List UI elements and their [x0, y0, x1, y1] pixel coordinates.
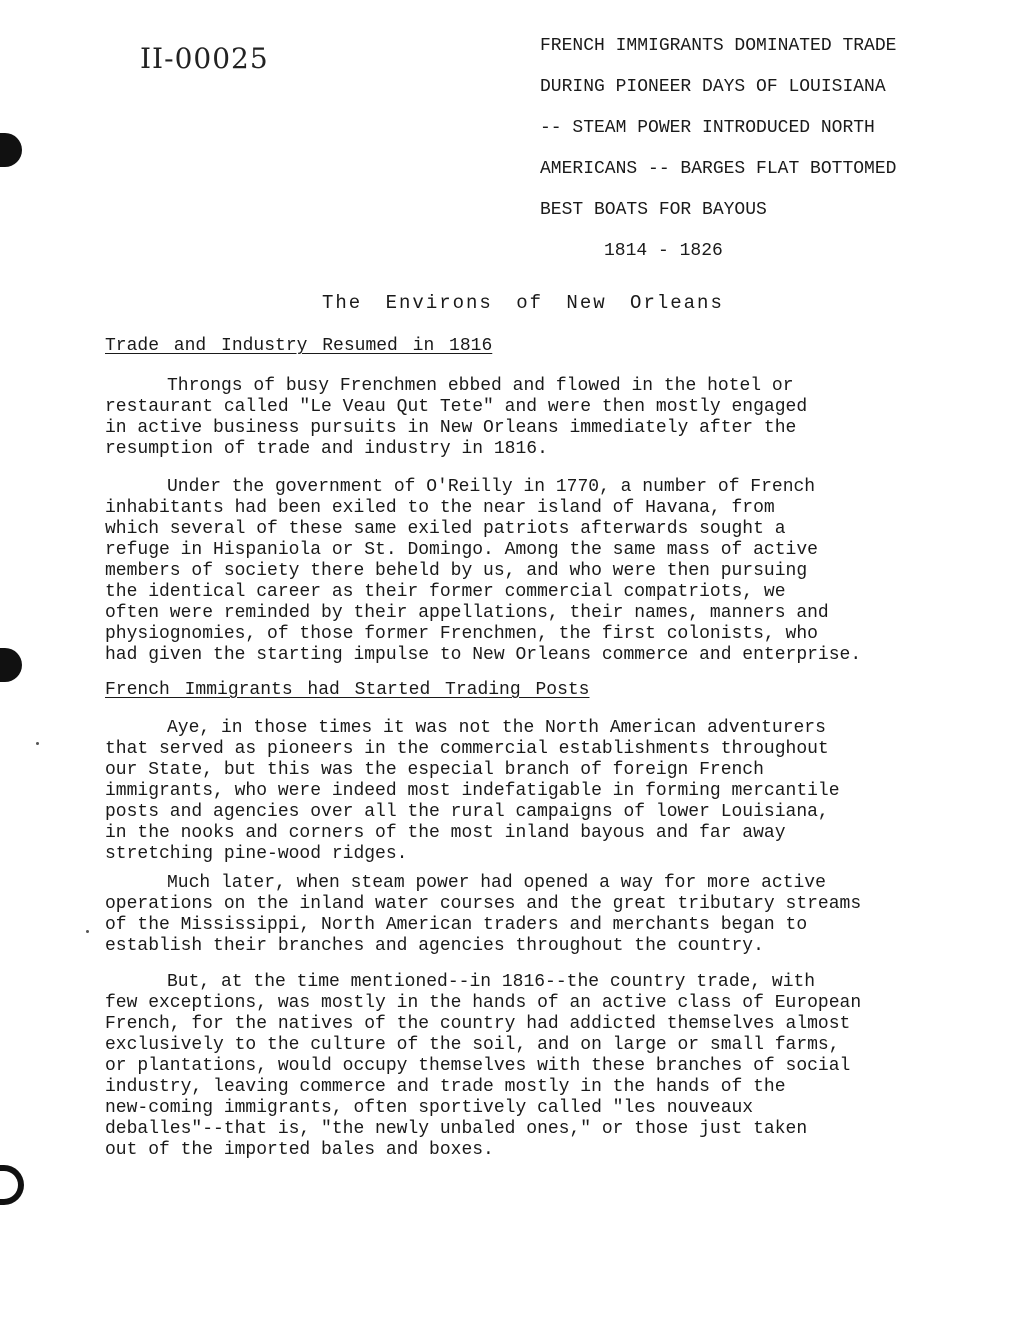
- paragraph-line: Much later, when steam power had opened a way for more active: [167, 873, 826, 893]
- paragraph-line: or plantations, would occupy themselves with these branches of social: [105, 1056, 851, 1076]
- paragraph-line: often were reminded by their appellations, their names, manners and: [105, 603, 829, 623]
- paragraph-line: new-coming immigrants, often sportively called "les nouveaux: [105, 1098, 754, 1118]
- paragraph-line: But, at the time mentioned--in 1816--the country trade, with: [167, 972, 816, 992]
- binder-hole-top: [0, 133, 22, 167]
- paragraph-line: deballes"--that is, "the newly unbaled ones," or those just taken: [105, 1119, 808, 1139]
- document-id: II-00025: [140, 42, 269, 75]
- paragraph-line: our State, but this was the especial branch of foreign French: [105, 760, 764, 780]
- paragraph-5: [105, 972, 965, 1161]
- paragraph-line: of the Mississippi, North American traders and merchants began to: [105, 915, 808, 935]
- paragraph-line: which several of these same exiled patriots afterwards sought a: [105, 519, 786, 539]
- paragraph-4: [105, 873, 965, 957]
- paragraph-line: Aye, in those times it was not the North American adventurers: [167, 718, 826, 738]
- paragraph-line: exclusively to the culture of the soil, and on large or small farms,: [105, 1035, 840, 1055]
- paragraph-line: out of the imported bales and boxes.: [105, 1140, 494, 1160]
- paragraph-line: resumption of trade and industry in 1816.: [105, 439, 548, 459]
- paragraph-1: [105, 376, 965, 460]
- paragraph-line: few exceptions, was mostly in the hands of an active class of European: [105, 993, 862, 1013]
- paragraph-line: posts and agencies over all the rural campaigns of lower Louisiana,: [105, 802, 829, 822]
- headline-years: 1814 - 1826: [604, 241, 723, 261]
- paragraph-line: members of society there beheld by us, and who were then pursuing: [105, 561, 808, 581]
- heading-french-immigrants: French Immigrants had Started Trading Posts: [105, 680, 590, 700]
- paragraph-line: in active business pursuits in New Orleans immediately after the: [105, 418, 797, 438]
- paragraph-line: stretching pine-wood ridges.: [105, 844, 408, 864]
- headline-line: AMERICANS -- BARGES FLAT BOTTOMED: [540, 159, 897, 179]
- paragraph-line: operations on the inland water courses and the great tributary streams: [105, 894, 862, 914]
- paragraph-line: physiognomies, of those former Frenchmen, the first colonists, who: [105, 624, 818, 644]
- paragraph-line: French, for the natives of the country had addicted themselves almost: [105, 1014, 851, 1034]
- paragraph-line: refuge in Hispaniola or St. Domingo. Among the same mass of active: [105, 540, 818, 560]
- paragraph-3: [105, 718, 965, 865]
- paragraph-line: restaurant called "Le Veau Qut Tete" and were then mostly engaged: [105, 397, 808, 417]
- paragraph-line: industry, leaving commerce and trade mostly in the hands of the: [105, 1077, 786, 1097]
- paragraph-line: that served as pioneers in the commercial establishments throughout: [105, 739, 829, 759]
- paragraph-2: [105, 477, 965, 666]
- paragraph-line: had given the starting impulse to New Orleans commerce and enterprise.: [105, 645, 862, 665]
- headline-line: BEST BOATS FOR BAYOUS: [540, 200, 767, 220]
- paragraph-line: in the nooks and corners of the most inland bayous and far away: [105, 823, 786, 843]
- headline-line: DURING PIONEER DAYS OF LOUISIANA: [540, 77, 886, 97]
- paragraph-line: establish their branches and agencies throughout the country.: [105, 936, 764, 956]
- paragraph-line: the identical career as their former commercial compatriots, we: [105, 582, 786, 602]
- speck: [36, 742, 39, 745]
- headline-line: -- STEAM POWER INTRODUCED NORTH: [540, 118, 875, 138]
- paragraph-line: Under the government of O'Reilly in 1770, a number of French: [167, 477, 816, 497]
- paragraph-line: inhabitants had been exiled to the near island of Havana, from: [105, 498, 775, 518]
- speck: [86, 930, 89, 933]
- headline: [540, 26, 980, 272]
- binder-hole-bottom: [0, 1165, 24, 1205]
- section-title: The Environs of New Orleans: [322, 292, 724, 314]
- binder-hole-middle: [0, 648, 22, 682]
- headline-line: FRENCH IMMIGRANTS DOMINATED TRADE: [540, 36, 897, 56]
- paragraph-line: immigrants, who were indeed most indefatigable in forming mercantile: [105, 781, 840, 801]
- heading-trade-and-industry: Trade and Industry Resumed in 1816: [105, 336, 493, 356]
- paragraph-line: Throngs of busy Frenchmen ebbed and flowed in the hotel or: [167, 376, 794, 396]
